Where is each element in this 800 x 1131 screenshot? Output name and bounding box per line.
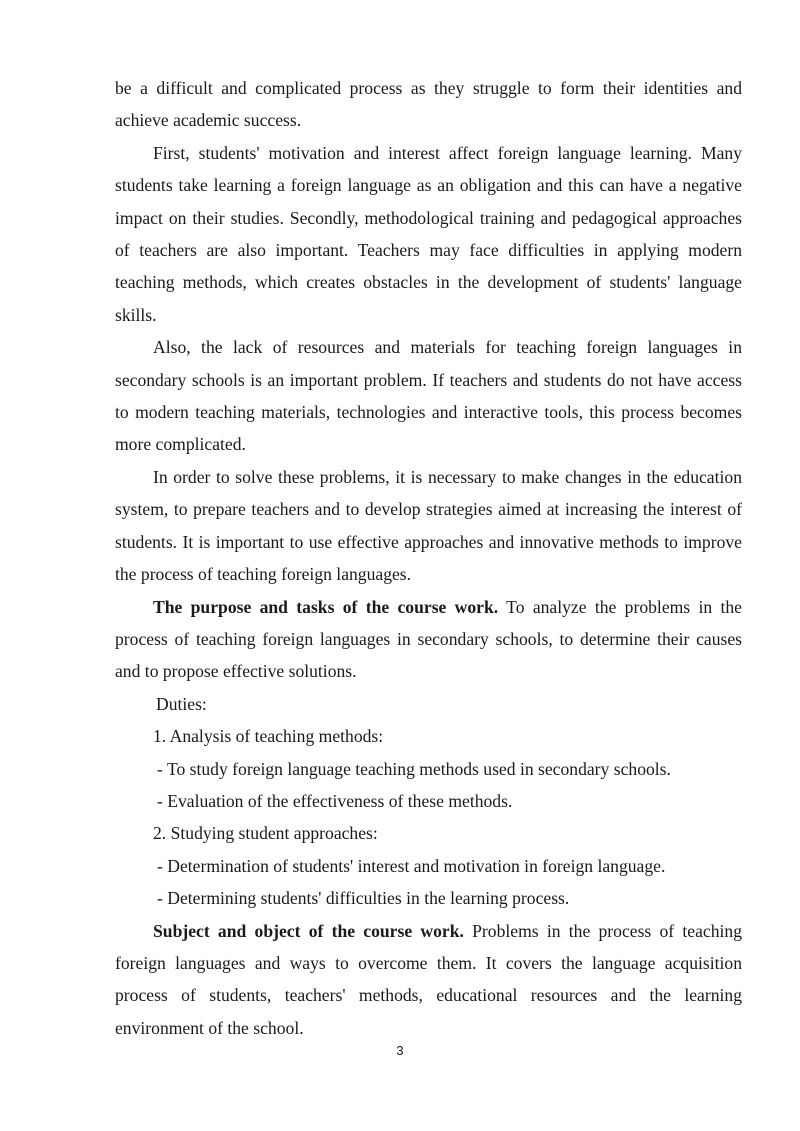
- subject-text: Problems in the process of teaching foreign languages and ways to overcome them. It covers the language acquisition process of students, teachers' methods, educational resources and the learning environment of the school.: [115, 920, 742, 1038]
- paragraph-resources: Also, the lack of resources and materials for teaching foreign languages in secondary schools is an important problem. If teachers and students do not have access to modern teaching materials, technologies and interactive tools, this process becomes more complicated.: [115, 337, 742, 455]
- duty-item-1: 1. Analysis of teaching methods:: [153, 726, 384, 747]
- paragraph-continuation: be a difficult and complicated process as they struggle to form their identities and achieve academic success.: [115, 78, 742, 131]
- page-body: [115, 72, 742, 1044]
- purpose-heading: The purpose and tasks of the course work.: [153, 596, 499, 617]
- page-number: 3: [396, 1043, 404, 1058]
- duty-item-1-a: - To study foreign language teaching methods used in secondary schools.: [157, 758, 671, 779]
- paragraph-solutions: In order to solve these problems, it is necessary to make changes in the education system, to prepare teachers and to develop strategies aimed at increasing the interest of students. It is important to use effective approaches and innovative methods to improve the process of teaching foreign languages.: [115, 466, 742, 585]
- duty-item-2: 2. Studying student approaches:: [153, 823, 378, 844]
- subject-heading: Subject and object of the course work.: [153, 920, 464, 941]
- paragraph-motivation: First, students' motivation and interest affect foreign language learning. Many students take learning a foreign language as an obligation and this can have a negative impact on their studies. Secondly, methodological training and pedagogical approaches of teachers are also important. Teachers may face difficulties in applying modern teaching methods, which creates obstacles in the development of students' language skills.: [115, 142, 742, 325]
- duty-item-2-b: - Determining students' difficulties in the learning process.: [157, 888, 570, 909]
- purpose-text: To analyze the problems in the process of teaching foreign languages in secondary schools, to determine their causes and to propose effective solutions.: [115, 596, 742, 682]
- duties-label: Duties:: [156, 693, 207, 714]
- paragraph-subject: [115, 915, 742, 1045]
- duty-item-1-b: - Evaluation of the effectiveness of these methods.: [157, 790, 513, 811]
- duty-item-2-a: - Determination of students' interest and motivation in foreign language.: [157, 855, 666, 876]
- paragraph-purpose: [115, 591, 742, 688]
